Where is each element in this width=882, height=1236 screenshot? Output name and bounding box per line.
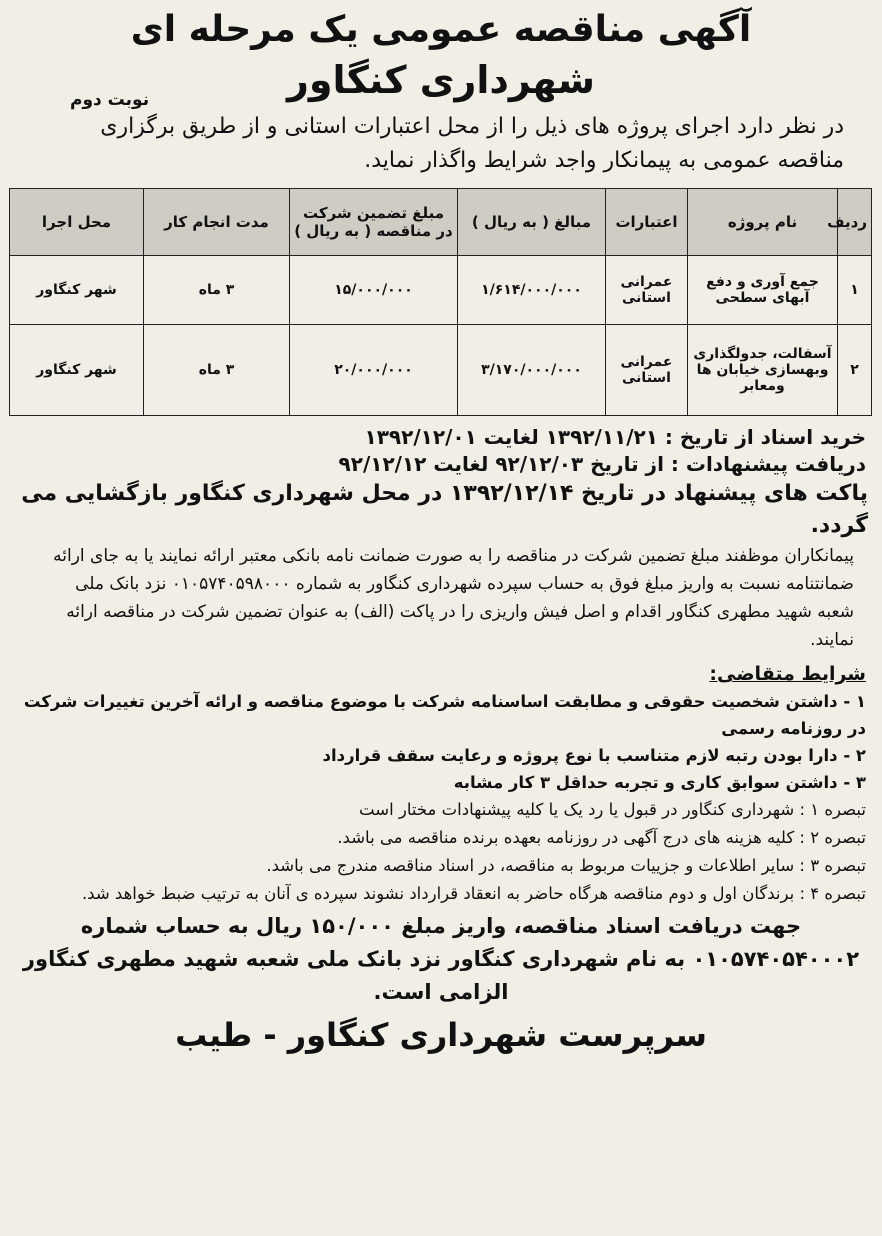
payment-paragraph: جهت دریافت اسناد مناقصه، واریز مبلغ ۱۵۰/۰۰۰ ریال به حساب شماره ۰۱۰۵۷۴۰۵۴۰۰۰۲ به نام شهرداری کنگاور نزد بانک ملی شعبه شهید مطهری کنگاور الزامی است.	[22, 914, 860, 1004]
header-location: محل اجرا	[10, 189, 144, 256]
cell-credit: عمرانی استانی	[606, 256, 688, 325]
dates-block	[10, 424, 872, 478]
projects-table	[9, 188, 872, 416]
header-row-number: ردیف	[838, 189, 872, 256]
condition-note: تبصره ۲ : کلیه هزینه های درج آگهی در روزنامه بعهده برنده مناقصه می باشد.	[337, 828, 866, 847]
cell-row-number: ۱	[838, 256, 872, 325]
condition-item: ۲ - دارا بودن رتبه لازم متناسب با نوع پروژه و رعایت سقف قرارداد	[322, 746, 866, 765]
cell-location: شهر کنگاور	[10, 325, 144, 416]
cell-amount: ۳/۱۷۰/۰۰۰/۰۰۰	[458, 325, 606, 416]
notice-subtitle: شهرداری کنگاور	[286, 58, 596, 102]
cell-guarantee: ۲۰/۰۰۰/۰۰۰	[290, 325, 458, 416]
subtitle-row	[10, 54, 872, 110]
round-label: نوبت دوم	[70, 90, 150, 110]
condition-note: تبصره ۱ : شهرداری کنگاور در قبول یا رد یک یا کلیه پیشنهادات مختار است	[359, 800, 866, 819]
cell-duration: ۳ ماه	[144, 325, 290, 416]
header-duration: مدت انجام کار	[144, 189, 290, 256]
table-row	[10, 325, 872, 416]
cell-location: شهر کنگاور	[10, 256, 144, 325]
purchase-date: خرید اسناد از تاریخ : ۱۳۹۲/۱۱/۲۱ لغایت ۱۳۹۲/۱۲/۰۱	[364, 425, 866, 449]
header-guarantee: مبلغ تضمین شرکت در مناقصه ( به ریال )	[290, 189, 458, 256]
condition-note: تبصره ۴ : برندگان اول و دوم مناقصه هرگاه حاضر به انعقاد قرارداد نشوند سپرده ی آنان به ترتیب ضبط خواهد شد.	[81, 884, 866, 903]
intro-text: در نظر دارد اجرای پروژه های ذیل را از محل اعتبارات استانی و از طریق برگزاری مناقصه عمومی به پیمانکار واجد شرایط واگذار نماید.	[100, 114, 844, 173]
conditions-title: شرایط متقاضی:	[709, 663, 866, 685]
cell-guarantee: ۱۵/۰۰۰/۰۰۰	[290, 256, 458, 325]
header-amount: مبالغ ( به ریال )	[458, 189, 606, 256]
cell-project-name: جمع آوری و دفع آبهای سطحی	[688, 256, 838, 325]
condition-item: ۱ - داشتن شخصیت حقوقی و مطابقت اساسنامه شرکت با موضوع مناقصه و ارائه آخرین تغییرات شرکت در روزنامه رسمی	[23, 692, 866, 738]
cell-row-number: ۲	[838, 325, 872, 416]
cell-project-name: آسفالت، جدولگذاری وبهسازی خیابان ها ومعابر	[688, 325, 838, 416]
opening-date: پاکت های پیشنهاد در تاریخ ۱۳۹۲/۱۲/۱۴ در محل شهرداری کنگاور بازگشایی می گردد.	[21, 481, 868, 538]
cell-credit: عمرانی استانی	[606, 325, 688, 416]
notice-title: آگهی مناقصه عمومی یک مرحله ای	[130, 9, 752, 50]
table-header-row	[10, 189, 872, 256]
receive-date: دریافت پیشنهادات : از تاریخ ۹۲/۱۲/۰۳ لغایت ۹۲/۱۲/۱۲	[338, 452, 866, 476]
cell-amount: ۱/۶۱۴/۰۰۰/۰۰۰	[458, 256, 606, 325]
condition-item: ۳ - داشتن سوابق کاری و تجربه حداقل ۳ کار مشابه	[453, 773, 866, 792]
signature: سرپرست شهرداری کنگاور - طیب	[175, 1016, 707, 1054]
header-project-name: نام پروژه	[688, 189, 838, 256]
table-row	[10, 256, 872, 325]
guarantee-paragraph: پیمانکاران موظفند مبلغ تضمین شرکت در مناقصه را به صورت ضمانت نامه بانکی معتبر ارائه نمایند یا به جای ارائه ضمانتنامه نسبت به واریز مبلغ فوق به حساب سپرده شهرداری کنگاور به شماره ۰۱۰۵۷۴۰۵۹۸۰۰۰ نزد بانک ملی شعبه شهید مطهری کنگاور اقدام و اصل فیش واریزی را در پاکت (الف) به عنوان تضمین شرکت در مناقصه ارائه نمایند.	[53, 546, 854, 650]
condition-note: تبصره ۳ : سایر اطلاعات و جزییات مربوط به مناقصه، در اسناد مناقصه مندرج می باشد.	[266, 856, 866, 875]
header-credit: اعتبارات	[606, 189, 688, 256]
cell-duration: ۳ ماه	[144, 256, 290, 325]
